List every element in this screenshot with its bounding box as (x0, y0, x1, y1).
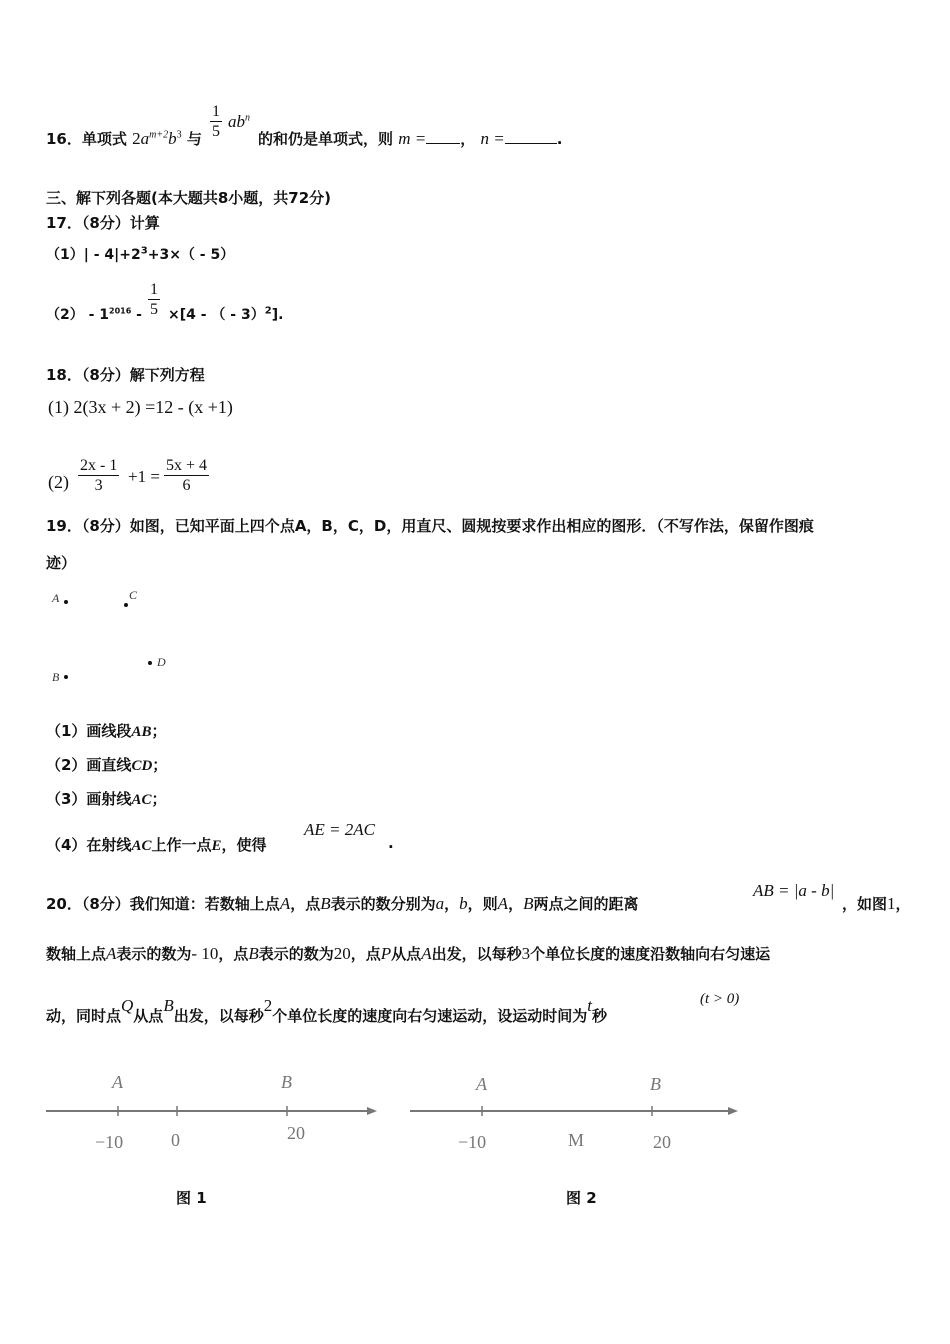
q19-item-1: （1）画线段AB； (46, 722, 167, 740)
point-A (64, 600, 68, 604)
q19-item-4-end: . (388, 834, 394, 852)
figure-1-caption: 图 1 (176, 1189, 207, 1207)
figure-2-caption: 图 2 (566, 1189, 597, 1207)
q19-item-3: （3）画射线AC； (46, 790, 167, 808)
q16-monomial-1: $2a^{m+2}b^3$ (132, 129, 182, 148)
point-B-label: B (52, 670, 60, 684)
q19-line-2: 迹） (46, 554, 77, 572)
figure-1-number-line (40, 1062, 390, 1162)
fig1-tick-label-1: −10 (95, 1132, 124, 1152)
q18-equation-2-frac-1: $\frac{2x - 1}{3}$ (80, 457, 118, 494)
q17-part-2-tail: ×[4 - （ - 3）$^2$]. (168, 305, 284, 323)
fig1-label-B: B (281, 1072, 292, 1092)
point-A-label: A (52, 591, 60, 605)
q20-line-3: 动，同时点Q从点B出发，以每秒2个单位长度的速度向右匀速运动，设运动时间为t秒 (46, 996, 607, 1025)
q17-part-2: $(2) - 1^{2016}$ - (46, 306, 142, 323)
q16-text-1: 单项式 (81, 130, 127, 148)
q18-equation-2-label: (2) (48, 472, 69, 492)
q20-distance-formula: AB = |a - b| (753, 881, 835, 900)
q18-equation-2-mid: +1 = (128, 467, 160, 486)
q16-blank-n[interactable] (505, 129, 557, 144)
fig2-tick-label-3: 20 (653, 1132, 671, 1152)
q18-title: 18．（8分）解下列方程 (46, 366, 205, 384)
figure-2-number-line (404, 1062, 754, 1162)
fig2-tick-label-2: M (568, 1130, 585, 1150)
q16-blank-m[interactable] (426, 129, 460, 144)
q20-t-condition: (t > 0) (700, 991, 740, 1007)
fig1-tick-label-2: 0 (171, 1130, 180, 1150)
fig2-label-A: A (476, 1074, 487, 1094)
fig2-tick-label-1: −10 (458, 1132, 487, 1152)
point-B (64, 675, 68, 679)
section-3-title: 三、解下列各题(本大题共8小题，共72分) (46, 189, 332, 207)
fig2-axis-arrow (728, 1107, 738, 1115)
q16-number: 16． (46, 130, 82, 148)
point-C-label: C (129, 588, 138, 602)
q20-line-1-tail: ，如图1， (842, 894, 911, 913)
q19-item-4-equation: AE = 2AC (304, 820, 375, 839)
q19-item-2: （2）画直线CD； (46, 756, 168, 774)
q19-line-1: 19．（8分）如图，已知平面上四个点A，B，C，D，用直尺、圆规按要求作出相应的图形．（不写作法，保留作图痕 (46, 517, 814, 535)
q16-m-equals: m = (398, 129, 427, 148)
q16-n-equals: n = (480, 129, 505, 148)
q17-title: 17．（8分）计算 (46, 214, 160, 232)
fig1-label-A: A (112, 1072, 123, 1092)
fig2-label-B: B (650, 1074, 661, 1094)
q18-equation-1: (1) 2(3x + 2) =12 - (x +1) (48, 397, 233, 417)
q16-line-tail: 的和仍是单项式，则 m = ， n = . (258, 129, 563, 148)
fig1-tick-label-3: 20 (287, 1123, 305, 1143)
q16-line (46, 128, 202, 149)
q16-monomial-2: $ab^n$ (228, 112, 250, 131)
q18-equation-2-frac-2: $\frac{5x + 4}{6}$ (166, 457, 208, 494)
point-C (124, 603, 128, 607)
q20-line-2: 数轴上点A表示的数为- 10，点B表示的数为20，点P从点A出发，以每秒3个单位长度的速度沿数轴向右匀速运 (46, 944, 771, 963)
q17-fraction: $\frac{1}{5}$ (150, 281, 158, 318)
q17-part-1: $(1)| - 4|+2^3+3\times( - 5)$ (46, 245, 235, 263)
q16-fraction: $\frac{1}{5}$ (212, 103, 220, 140)
q19-item-4: （4）在射线AC上作一点E，使得 (46, 836, 267, 854)
point-D (148, 661, 152, 665)
fig1-axis-arrow (367, 1107, 377, 1115)
q16-text-2: 与 (186, 130, 202, 148)
point-D-label: D (157, 655, 166, 669)
q20-line-1: 20．（8分）我们知道：若数轴上点A，点B表示的数分别为a，b，则A，B两点之间的距离 (46, 894, 639, 913)
